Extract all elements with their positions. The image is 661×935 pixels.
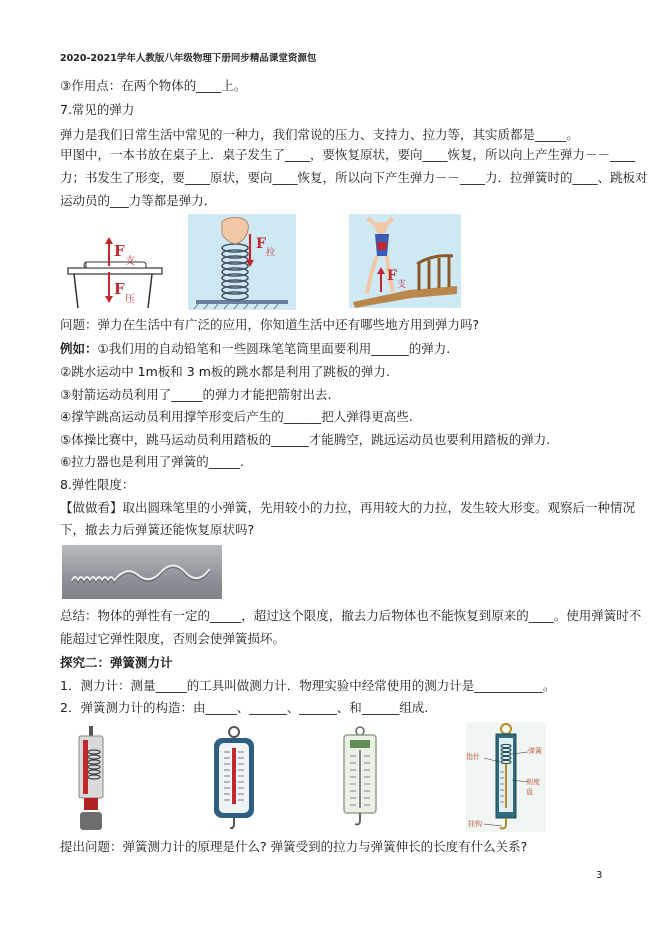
force-board-subscript: 支 [397,280,407,290]
text-line: ⑤体操比赛中，跳马运动员利用踏板的______才能腾空，跳远运动员也要利用踏板的弹力. [60,432,551,447]
spring-scale-photo-1 [74,726,108,832]
meter-label-spring: 弹簧 [528,747,542,755]
text-line: 甲图中，一本书放在桌子上．桌子发生了____，要恢复原状，要向____恢复，所以向上产生弹力－－____ [60,147,636,162]
section-heading: 7.常见的弹力 [60,102,135,117]
page-number: 3 [596,870,603,881]
spring-scale-photo-2 [210,726,258,830]
book-on-table-figure [64,218,166,310]
force-pull-subscript: 拉 [266,248,276,258]
text-line: 能超过它弹性限度，否则会使弹簧损坏。 [60,631,286,646]
stretched-spring-photo [62,545,222,599]
page-header: 2020-2021学年人教版八年级物理下册同步精品课堂资源包 [60,53,317,64]
example-label: 例如： [60,341,98,356]
springboard-figure [349,214,461,308]
text-line: ③作用点：在两个物体的____上。 [60,78,247,93]
text-line: 2．弹簧测力计的构造：由_____、______、______、和______组成. [60,700,429,715]
text-line: 提出问题：弹簧测力计的原理是什么? 弹簧受到的拉力与弹簧伸长的长度有什么关系? [60,839,528,854]
meter-label-pointer: 指针 [466,753,480,761]
text-line: ②跳水运动中 1m板和 3 m板的跳水都是利用了跳板的弹力. [60,364,390,379]
force-support-subscript: 支 [125,256,135,267]
text-line: 力；书发生了形变，要____原状，要向____恢复，所以向下产生弹力－－____力．拉弹簧时的____、跳板对 [60,170,648,185]
force-pull-label: F [256,236,266,252]
text-line: 下，撤去力后弹簧还能恢复原状吗? [60,522,255,537]
text-line: 【做做看】取出圆珠笔里的小弹簧，先用较小的力拉，再用较大的力拉，发生较大形变。观察后一种情况 [60,500,636,515]
spring-scale-diagram [466,722,546,832]
text-line: 总结：物体的弹性有一定的_____，超过这个限度，撤去力后物体也不能恢复到原来的____。使用弹簧时不 [60,608,642,623]
text-line: 运动员的___力等都是弹力． [60,193,217,208]
section-heading: 8.弹性限度： [60,477,135,492]
section-heading: 探究二：弹簧测力计 [60,655,173,670]
text-line: ③射箭运动员利用了_____的弹力才能把箭射出去. [60,387,332,402]
meter-label-hook: 挂钩 [468,820,482,828]
text-line [60,340,450,358]
spring-pull-figure [188,214,296,310]
text-line: ⑥拉力器也是利用了弹簧的_____. [60,454,244,469]
text-line: 问题：弹力在生活中有广泛的应用，你知道生活中还有哪些地方用到弹力吗? [60,317,480,332]
example-text: ①我们用的自动铅笔和一些圆珠笔笔筒里面要利用______的弹力. [97,341,451,356]
text-line: 弹力是我们日常生活中常见的一种力，我们常说的压力、支持力、拉力等，其实质都是_____。 [60,127,579,142]
force-support-label: F [114,242,125,260]
meter-label-dial: 刻度盘 [526,778,540,796]
spring-scale-photo-3 [340,726,380,830]
force-press-label: F [114,280,125,298]
text-line: 1．测力计：测量_____的工具叫做测力计．物理实验中经常使用的测力计是___________。 [60,678,556,693]
text-line: ④撑竿跳高运动员利用撑竿形变后产生的______把人弹得更高些. [60,409,413,424]
force-press-subscript: 压 [125,294,135,305]
force-board-label: F [387,268,397,284]
